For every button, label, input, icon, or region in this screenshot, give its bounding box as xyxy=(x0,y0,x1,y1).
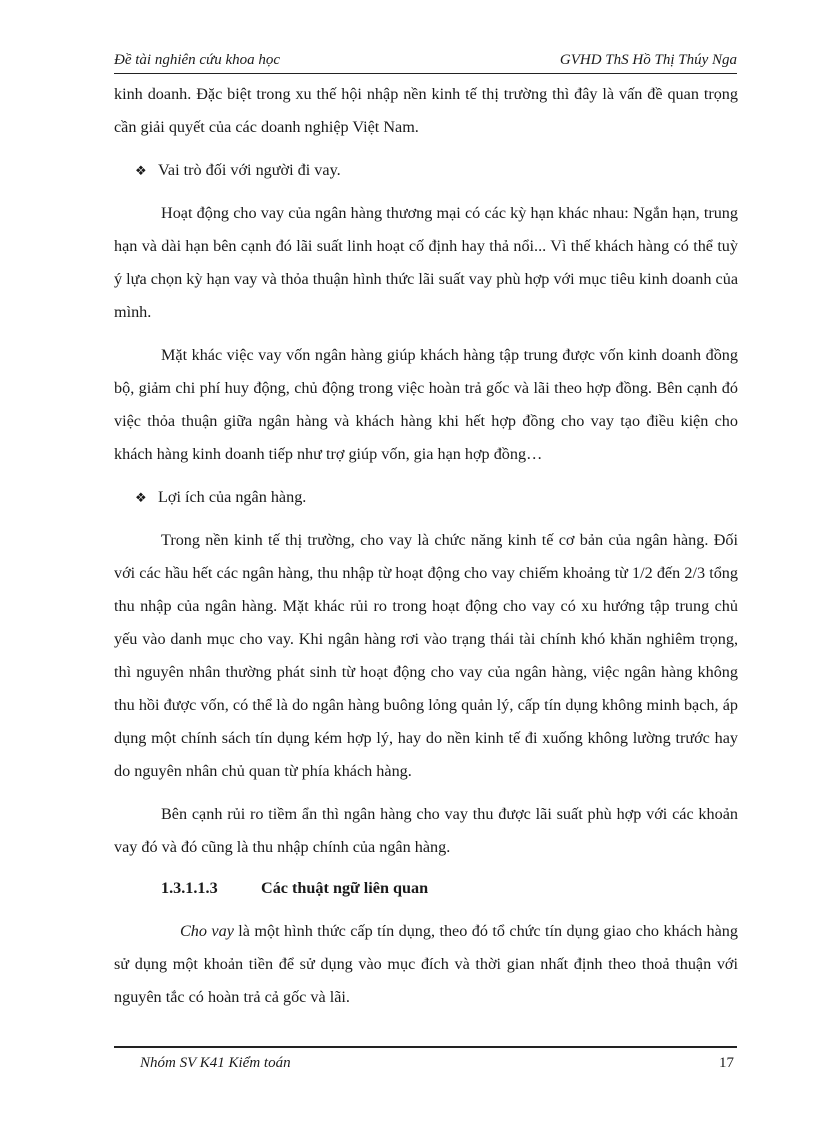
page-header xyxy=(114,48,737,72)
defined-term: Cho vay xyxy=(180,922,234,940)
header-title: Đề tài nghiên cứu khoa học xyxy=(114,51,281,68)
paragraph-continuation: kinh doanh. Đặc biệt trong xu thế hội nhập nền kinh tế thị trường thì đây là vấn đề quan trọng cần giải quyết của các doanh nghiệp Việt Nam. xyxy=(114,85,738,136)
paragraph-definition xyxy=(114,915,738,1014)
paragraph-loan-terms: Hoạt động cho vay của ngân hàng thương mại có các kỳ hạn khác nhau: Ngắn hạn, trung hạn và dài hạn bên cạnh đó lãi suất linh hoạt cố định hay thả nổi... Vì thế khách hàng có thể tuỳ ý lựa chọn kỳ hạn vay và thỏa thuận hình thức lãi suất vay phù hợp với mục tiêu kinh doanh của mình. xyxy=(114,204,738,321)
header-divider xyxy=(114,73,737,74)
bullet-label: Vai trò đối với người đi vay. xyxy=(158,161,341,179)
bullet-item-borrower-role xyxy=(114,154,738,187)
bullet-label: Lợi ích của ngân hàng. xyxy=(158,488,307,506)
diamond-bullet-icon: ❖ xyxy=(135,490,147,505)
bullet-item-bank-benefit xyxy=(114,481,738,514)
page-number: 17 xyxy=(719,1054,734,1071)
definition-text: là một hình thức cấp tín dụng, theo đó tổ chức tín dụng giao cho khách hàng sử dụng một khoản tiền để sử dụng vào mục đích và thời gian nhất định theo thoả thuận với nguyên tắc có hoàn trả cả gốc và lãi. xyxy=(114,922,738,1006)
header-supervisor: GVHD ThS Hồ Thị Thúy Nga xyxy=(559,51,737,68)
paragraph-risk-income: Bên cạnh rủi ro tiềm ẩn thì ngân hàng cho vay thu được lãi suất phù hợp với các khoản vay đó và đó cũng là thu nhập chính của ngân hàng. xyxy=(114,805,738,856)
footer-divider xyxy=(114,1046,737,1048)
page-footer xyxy=(140,1051,734,1075)
document-body xyxy=(114,78,738,1014)
paragraph-lending-income: Trong nền kinh tế thị trường, cho vay là chức năng kinh tế cơ bản của ngân hàng. Đối với các hầu hết các ngân hàng, thu nhập từ hoạt động cho vay chiếm khoảng từ 1/2 đến 2/3 tổng thu nhập của ngân hàng. Mặt khác rủi ro trong hoạt động cho vay có xu hướng tập trung chủ yếu vào danh mục cho vay. Khi ngân hàng rơi vào trạng thái tài chính khó khăn nghiêm trọng, thì nguyên nhân thường phát sinh từ hoạt động cho vay của ngân hàng, việc ngân hàng không thu hồi được vốn, có thể là do ngân hàng buông lỏng quản lý, cấp tín dụng không minh bạch, áp dụng một chính sách tín dụng kém hợp lý, hay do nền kinh tế đi xuống không lường trước hay do nguyên nhân chủ quan từ phía khách hàng. xyxy=(114,531,738,780)
section-heading xyxy=(114,872,738,905)
paragraph-capital-benefits: Mặt khác việc vay vốn ngân hàng giúp khách hàng tập trung được vốn kinh doanh đồng bộ, giảm chi phí huy động, chủ động trong việc hoàn trả gốc và lãi theo hợp đồng. Bên cạnh đó việc thỏa thuận giữa ngân hàng và khách hàng khi hết hợp đồng cho vay tạo điều kiện cho khách hàng kinh doanh tiếp như trợ giúp vốn, gia hạn hợp đồng… xyxy=(114,346,738,463)
section-title: Các thuật ngữ liên quan xyxy=(261,879,429,897)
diamond-bullet-icon: ❖ xyxy=(135,163,147,178)
footer-group-name: Nhóm SV K41 Kiểm toán xyxy=(140,1054,291,1071)
section-number: 1.3.1.1.3 xyxy=(161,879,218,897)
